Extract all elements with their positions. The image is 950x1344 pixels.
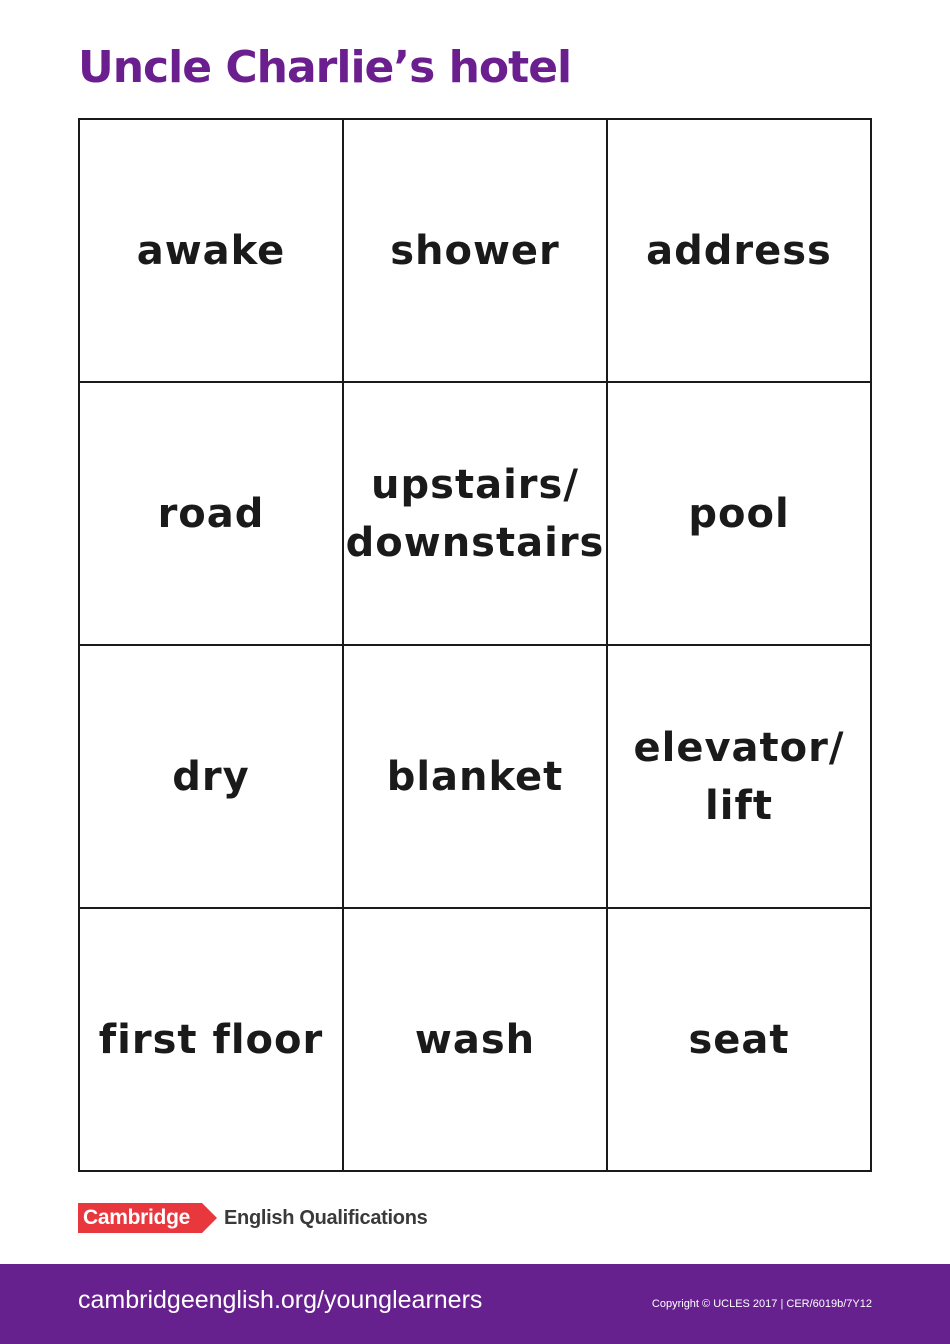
card-word: address: [646, 227, 832, 274]
card-word: wash: [414, 1016, 536, 1063]
word-card: [80, 909, 344, 1172]
card-word: first floor: [98, 1016, 324, 1063]
word-card: [80, 646, 344, 909]
word-card: [608, 383, 872, 646]
word-card: [80, 383, 344, 646]
card-word: blanket: [386, 753, 564, 800]
page-title: Uncle Charlie’s hotel: [78, 42, 572, 93]
word-card: [80, 120, 344, 383]
website-link[interactable]: cambridgeenglish.org/younglearners: [78, 1286, 483, 1314]
card-word: road: [157, 490, 265, 537]
logo-text: English Qualifications: [224, 1206, 428, 1229]
word-card: [608, 646, 872, 909]
word-card-grid: [78, 118, 872, 1172]
footer-bar: [0, 1264, 950, 1344]
word-card: [344, 909, 608, 1172]
card-word: seat: [688, 1016, 790, 1063]
card-word: elevator/ lift: [633, 724, 845, 829]
cambridge-logo: [78, 1203, 427, 1233]
word-card: [344, 383, 608, 646]
card-word: awake: [136, 227, 286, 274]
word-card: [344, 646, 608, 909]
card-word: dry: [172, 753, 250, 800]
card-word: upstairs/ downstairs: [345, 461, 605, 566]
copyright-notice: Copyright © UCLES 2017 | CER/6019b/7Y12: [651, 1298, 872, 1310]
word-card: [608, 909, 872, 1172]
card-word: pool: [688, 490, 790, 537]
word-card: [608, 120, 872, 383]
logo-badge: Cambridge: [78, 1203, 202, 1233]
word-card: [344, 120, 608, 383]
card-word: shower: [390, 227, 560, 274]
